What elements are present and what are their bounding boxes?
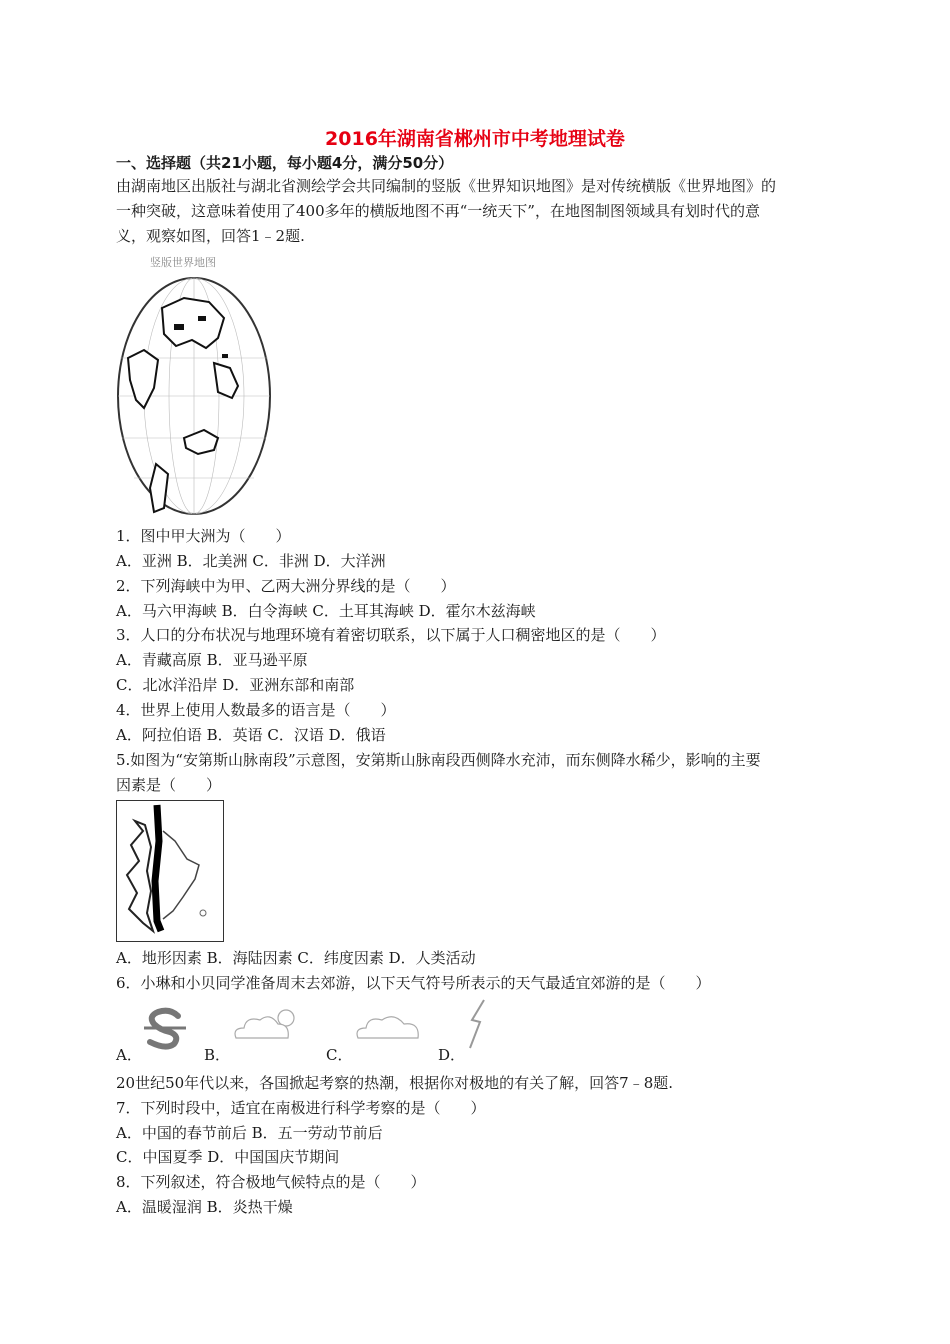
- page-title: 2016年湖南省郴州市中考地理试卷: [325, 128, 625, 150]
- intro-line-3: 义，观察如图，回答1﹣2题.: [116, 227, 305, 245]
- q8-stem: 8．下列叙述，符合极地气候特点的是（ ）: [116, 1173, 426, 1191]
- section-heading: 一、选择题（共21小题，每小题4分，满分50分）: [116, 154, 454, 172]
- intro-2: 20世纪50年代以来，各国掀起考察的热潮，根据你对极地的有关了解，回答7﹣8题.: [116, 1074, 674, 1092]
- q5-stem-1: 5.如图为“安第斯山脉南段”示意图，安第斯山脉南段西侧降水充沛，而东侧降水稀少，影响的主要: [116, 751, 761, 769]
- q5-stem-2: 因素是（ ）: [116, 776, 222, 794]
- q1-stem: 1．图中甲大洲为（ ）: [116, 527, 291, 545]
- andes-map: [116, 800, 224, 942]
- q2-options: A．马六甲海峡 B．白令海峡 C．土耳其海峡 D．霍尔木兹海峡: [116, 602, 536, 620]
- q4-options: A．阿拉伯语 B．英语 C．汉语 D．俄语: [116, 726, 386, 744]
- weather-symbol-d: [462, 998, 492, 1050]
- q6-stem: 6．小琳和小贝同学准备周末去郊游，以下天气符号所表示的天气最适宜郊游的是（ ）: [116, 974, 711, 992]
- q3-options-2: C．北冰洋沿岸 D．亚洲东部和南部: [116, 676, 355, 694]
- vertical-world-map: [114, 252, 274, 520]
- weather-symbol-b: [228, 1004, 308, 1044]
- intro-line-2: 一种突破，这意味着使用了400多年的横版地图不再“一统天下”，在地图制图领域具有划时代的意: [116, 202, 760, 220]
- q7-options-2: C．中国夏季 D．中国国庆节期间: [116, 1148, 340, 1166]
- q3-stem: 3．人口的分布状况与地理环境有着密切联系，以下属于人口稠密地区的是（ ）: [116, 626, 666, 644]
- cloudy-icon: [352, 1010, 432, 1044]
- map-caption: 竖版世界地图: [150, 256, 216, 269]
- q6-label-d: D．: [438, 1046, 466, 1064]
- q7-options-1: A．中国的春节前后 B．五一劳动节前后: [116, 1124, 383, 1142]
- q6-label-b: B．: [204, 1046, 231, 1064]
- lightning-icon: [462, 998, 492, 1050]
- map-graphic: [114, 268, 274, 518]
- q5-options: A．地形因素 B．海陆因素 C．纬度因素 D．人类活动: [116, 949, 476, 967]
- partly-cloudy-icon: [228, 1004, 308, 1044]
- q6-label-c: C．: [326, 1046, 353, 1064]
- q3-options-1: A．青藏高原 B．亚马逊平原: [116, 651, 308, 669]
- q2-stem: 2．下列海峡中为甲、乙两大洲分界线的是（ ）: [116, 577, 456, 595]
- sandstorm-icon: [140, 1002, 190, 1052]
- q8-options: A．温暖湿润 B．炎热干燥: [116, 1198, 293, 1216]
- q7-stem: 7．下列时段中，适宜在南极进行科学考察的是（ ）: [116, 1099, 486, 1117]
- q6-label-a: A．: [116, 1046, 142, 1064]
- intro-line-1: 由湖南地区出版社与湖北省测绘学会共同编制的竖版《世界知识地图》是对传统横版《世界地图》的: [116, 177, 777, 195]
- andes-graphic: [117, 801, 223, 941]
- weather-symbol-a: [140, 1002, 190, 1052]
- q4-stem: 4．世界上使用人数最多的语言是（ ）: [116, 701, 396, 719]
- q1-options: A．亚洲 B．北美洲 C．非洲 D．大洋洲: [116, 552, 386, 570]
- weather-symbol-c: [352, 1010, 432, 1044]
